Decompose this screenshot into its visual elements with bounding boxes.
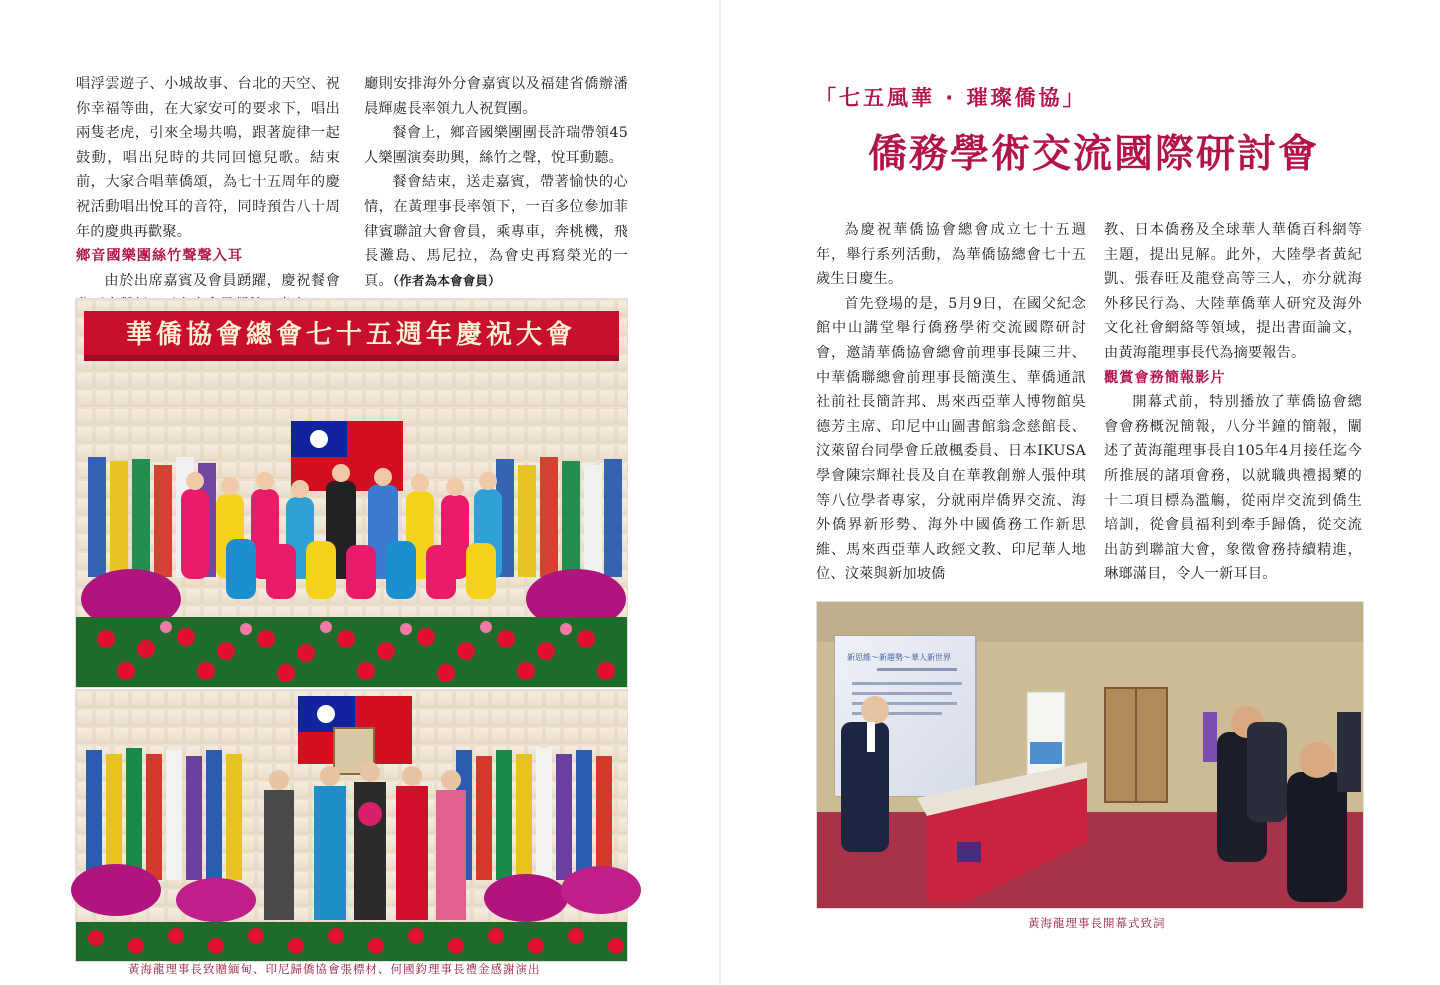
article-headline: 僑務學術交流國際研討會 [868,132,1320,177]
photo-caption-right: 黃海龍理事長開幕式致詞 [1028,916,1166,930]
page-gutter [719,0,721,985]
section-subheading: 觀賞會務簡報影片 [1104,369,1226,386]
body-paragraph: 首先登場的是，5月9日，在國父紀念館中山講堂舉行僑務學術交流國際研討會，邀請華僑協會總會前理事長陳三井、中華僑聯總會前理事長簡漢生、華僑通訊社前社長簡許邦、馬來西亞華人博物館吳德芳主席、印尼中山圖書館翁念慈館長、汶萊留台同學會丘啟楓委員、日本IKUSA學會陳宗輝社長及自在華教創辦人張仲琪等八位學者專家，分就兩岸僑界交流、海外僑界新形勢、海外中國僑務工作新思維、馬來西亞華人政經文教、印尼華人地位、汶萊與新加坡僑 [816,295,1086,583]
body-paragraph: 唱浮雲遊子、小城故事、台北的天空、祝你幸福等曲，在大家安可的要求下，唱出兩隻老虎，引來全場共鳴，跟著旋律一起鼓動，唱出兒時的共同回憶兒歌。結束前，大家合唱華僑頌，為七十五周年的慶祝活動唱出悅耳的音符，同時預告八十周年的慶典再歡聚。 [76,76,340,240]
body-paragraph-text: 餐會結束，送走嘉賓，帶著愉快的心情，在黃理事長率領下，一百多位參加菲律賓聯誼大會會員，乘專車，奔桃機，飛長灘島、馬尼拉，為會史再寫榮光的一頁。 [364,174,628,289]
banner-text: 華僑協會總會七十五週年慶祝大會 [125,320,577,350]
author-note: （作者為本會會員） [392,272,501,288]
section-subheading: 鄉音國樂團絲竹聲聲入耳 [76,248,244,265]
conference-opening-photo [816,601,1364,909]
celebration-stage-photo [75,298,628,688]
left-column-1 [76,72,340,298]
body-paragraph: 廳則安排海外分會嘉賓以及福建省僑辦潘晨輝處長率領九人祝賀團。 [364,76,628,117]
donation-presentation-photo [75,689,628,962]
conference-photo-graphic [817,602,1363,908]
body-paragraph: 開幕式前，特別播放了華僑協會總會會務概況簡報，八分半鐘的簡報，闡述了黃海龍理事長自105年4月接任迄今所推展的諸項會務，以就職典禮揭櫫的十二項目標為濫觴，從兩岸交流到僑生培訓，從會員福利到牽手歸僑，從交流出訪到聯誼大會，象徵會務持續精進，琳瑯滿目，令人一新耳目。 [1104,394,1362,583]
presentation-photo-graphic [76,690,627,961]
body-paragraph: 教、日本僑務及全球華人華僑百科網等主題，提出見解。此外，大陸學者黃紀凱、張春旺及龍登高等三人，亦分就海外移民行為、大陸華僑華人研究及海外文化社會網絡等領域，提出書面論文，由黃海龍理事長代為摘要報告。 [1104,222,1362,361]
body-paragraph: 餐會上，鄉音國樂團團長許瑞帶領45人樂團演奏助興，絲竹之聲，悅耳動聽。 [364,125,628,166]
right-column-1 [816,218,1086,583]
body-paragraph: 為慶祝華僑協會總會成立七十五週年，舉行系列活動，為華僑協總會七十五歲生日慶生。 [816,222,1086,288]
left-column-2 [364,72,628,298]
body-paragraph [364,170,628,293]
body-paragraph: 由於出席嘉賓及會員踴躍，慶祝餐會 [104,272,340,289]
photo-caption-left: 黃海龍理事長致贈緬甸、印尼歸僑協會張標材、何國鈞理事長禮金感謝演出 [128,962,541,976]
screen-text: 新思維～新趨勢～華人新世界 [847,653,951,662]
right-column-2 [1104,218,1362,583]
stage-photo-graphic [76,299,627,687]
article-kicker: 「七五風華 · 璀璨僑協」 [815,86,1087,110]
